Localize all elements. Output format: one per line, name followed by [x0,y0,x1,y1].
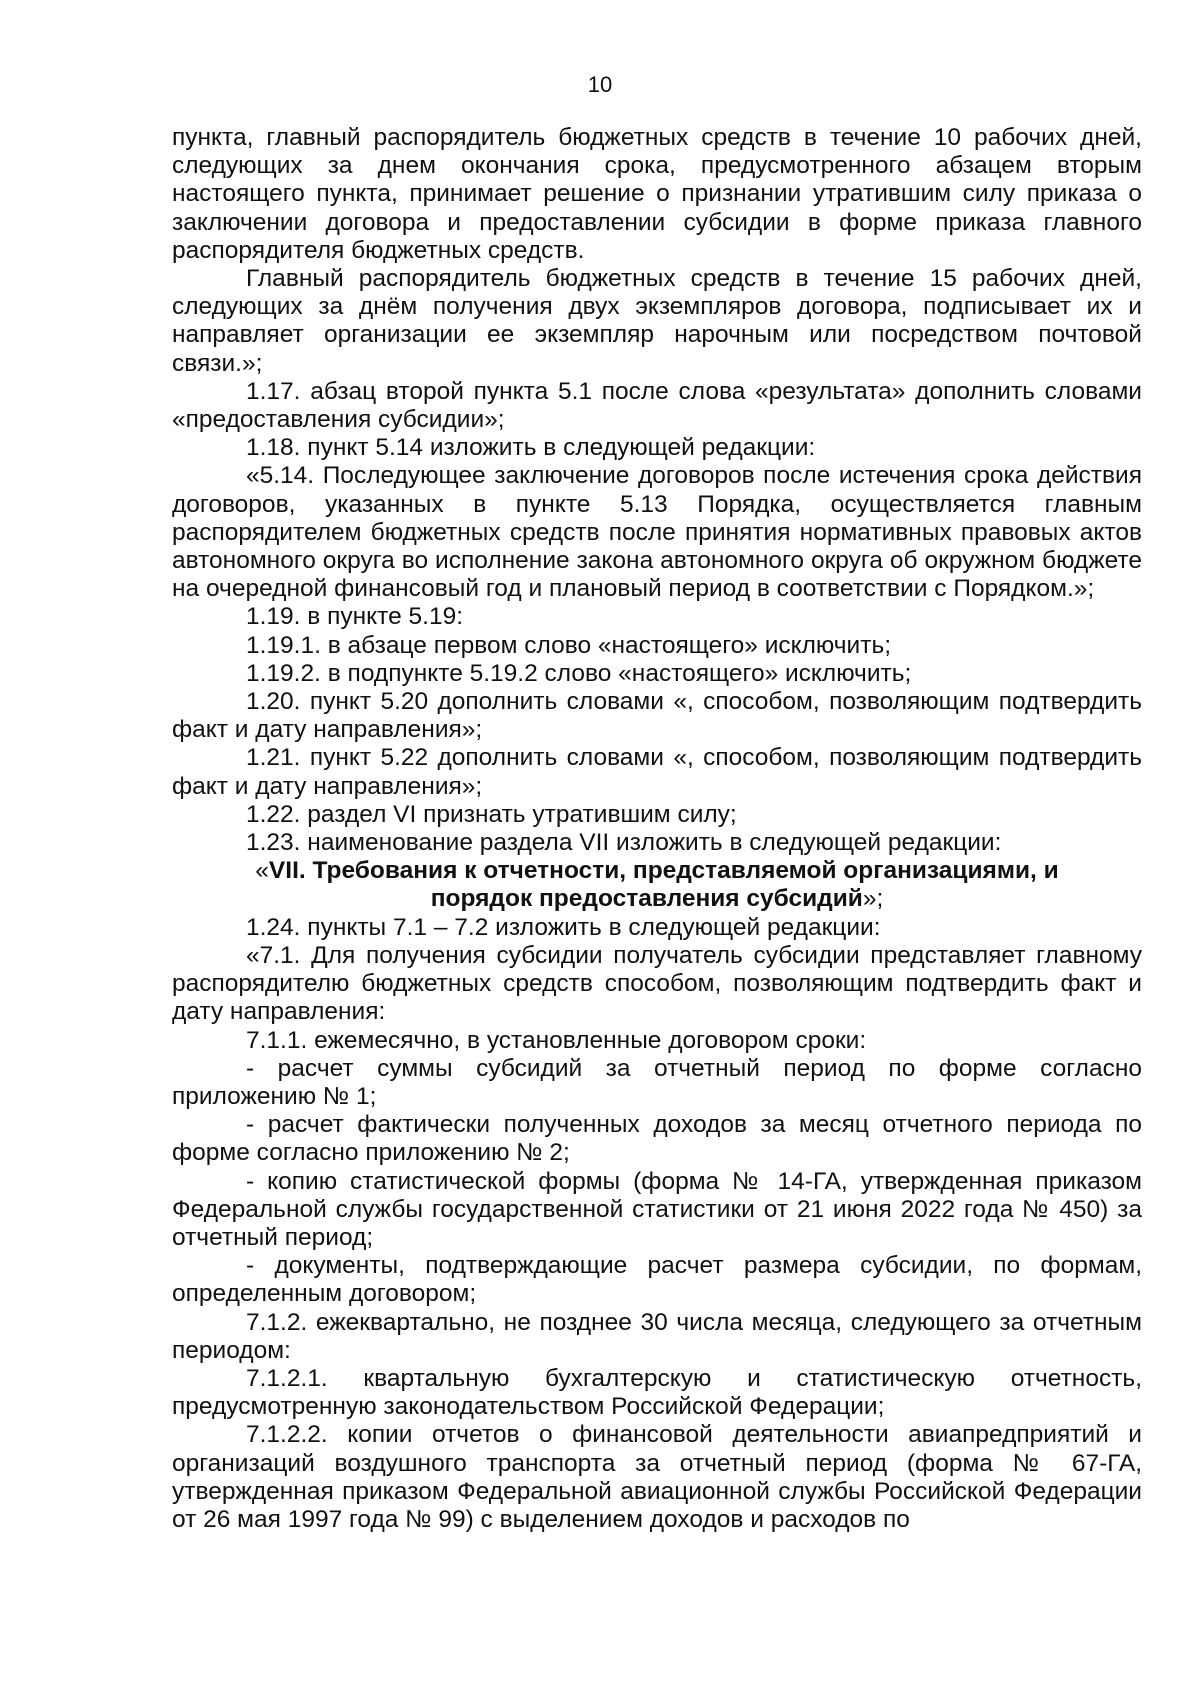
paragraph: - копию статистической формы (форма № 14-ГА, утвержденная приказом Федеральной службы государственной статистики от 21 июня 2022 года № 450) за отчетный период; [172,1167,1142,1251]
paragraph: - документы, подтверждающие расчет размера субсидии, по формам, определенным договором; [172,1252,1142,1308]
paragraph: 7.1.2.1. квартальную бухгалтерскую и статистическую отчетность, предусмотренную законодательством Российской Федерации; [172,1364,1142,1421]
paragraph: 1.18. пункт 5.14 изложить в следующей редакции: [246,434,816,462]
heading-open-quote: « [255,857,269,885]
paragraph: 1.20. пункт 5.20 дополнить словами «, способом, позволяющим подтвердить факт и дату направления»; [172,688,1142,744]
paragraph: 1.24. пункты 7.1 – 7.2 изложить в следующей редакции: [246,913,881,941]
paragraph: 1.21. пункт 5.22 дополнить словами «, способом, позволяющим подтвердить факт и дату направления»; [172,744,1142,800]
paragraph: 7.1.2.2. копии отчетов о финансовой деятельности авиапредприятий и организаций воздушного транспорта за отчетный период (форма № 67-ГА, утвержденная приказом Федеральной авиационной службы Российской Федерации от 26 мая 1997 года № 99) с выделением доходов и расходов по [172,1421,1142,1533]
paragraph: «7.1. Для получения субсидии получатель субсидии представляет главному распорядителю бюджетных средств способом, позволяющим подтвердить факт и дату направления: [172,941,1142,1026]
section-heading [172,857,1142,913]
paragraph: - расчет фактически полученных доходов за месяц отчетного периода по форме согласно приложению № 2; [172,1111,1142,1167]
document-body [172,124,1142,1534]
heading-close: »; [862,885,884,913]
heading-title: VII. Требования к отчетности, представляемой организациями, и порядок предоставления субсидий [268,857,1059,913]
paragraph: 1.22. раздел VI признать утратившим силу; [246,800,737,828]
paragraph: - расчет суммы субсидий за отчетный период по форме согласно приложению № 1; [172,1054,1142,1110]
paragraph: 1.19. в пункте 5.19: [246,603,464,631]
paragraph: 1.17. абзац второй пункта 5.1 после слова «результата» дополнить словами «предоставления субсидии»; [172,377,1142,434]
paragraph: 1.19.1. в абзаце первом слово «настоящего» исключить; [246,631,892,659]
paragraph: 7.1.1. ежемесячно, в установленные договором сроки: [246,1026,867,1054]
page-number: 10 [587,72,613,97]
paragraph: Главный распорядитель бюджетных средств в течение 15 рабочих дней, следующих за днём получения двух экземпляров договора, подписывает их и направляет организации ее экземпляр нарочным или посредством почтовой связи.»; [172,265,1142,377]
paragraph: 1.23. наименование раздела VII изложить в следующей редакции: [246,829,1002,857]
paragraph: 7.1.2. ежеквартально, не позднее 30 числа месяца, следующего за отчетным периодом: [172,1308,1142,1364]
paragraph: пункта, главный распорядитель бюджетных средств в течение 10 рабочих дней, следующих за днем окончания срока, предусмотренного абзацем вторым настоящего пункта, принимает решение о признании утратившим силу приказа о заключении договора и предоставлении субсидии в форме приказа главного распорядителя бюджетных средств. [172,124,1142,264]
paragraph: 1.19.2. в подпункте 5.19.2 слово «настоящего» исключить; [246,659,912,687]
paragraph: «5.14. Последующее заключение договоров после истечения срока действия договоров, указанных в пункте 5.13 Порядка, осуществляется главным распорядителем бюджетных средств после принятия нормативных правовых актов автономного округа во исполнение закона автономного округа об окружном бюджете на очередной финансовый год и плановый период в соответствии с Порядком.»; [172,462,1142,603]
